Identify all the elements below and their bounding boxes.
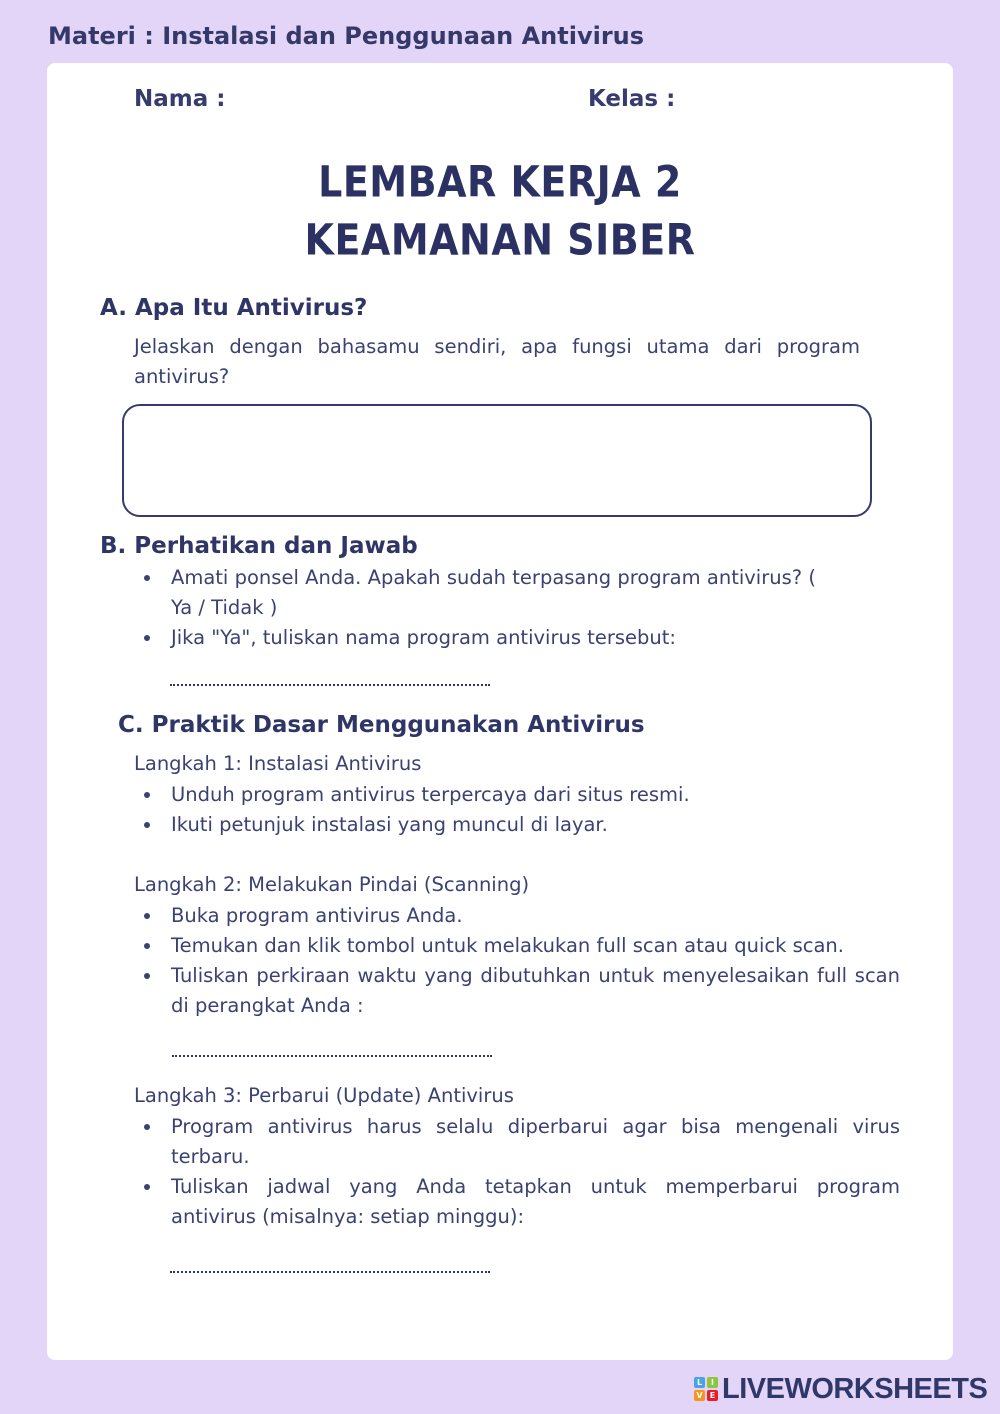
list-item: Unduh program antivirus terpercaya dari situs resmi. (134, 780, 900, 810)
step-3-title: Langkah 3: Perbarui (Update) Antivirus (134, 1084, 514, 1107)
logo-tile: L (694, 1377, 705, 1388)
answer-line-b[interactable] (170, 684, 490, 686)
liveworksheets-brand (694, 1374, 987, 1404)
name-label: Nama : (134, 86, 226, 112)
list-item: Temukan dan klik tombol untuk melakukan full scan atau quick scan. (134, 931, 900, 961)
list-item: Jika "Ya", tuliskan nama program antivirus tersebut: (134, 623, 816, 653)
class-label: Kelas : (588, 86, 676, 112)
step-2-list (134, 901, 900, 1021)
step-2-title: Langkah 2: Melakukan Pindai (Scanning) (134, 873, 530, 896)
topic-title: Materi : Instalasi dan Penggunaan Antivirus (48, 22, 645, 50)
section-a-question: Jelaskan dengan bahasamu sendiri, apa fungsi utama dari program antivirus? (134, 335, 860, 388)
list-item: Amati ponsel Anda. Apakah sudah terpasang program antivirus? ( Ya / Tidak ) (134, 563, 816, 623)
step-3-list (134, 1112, 900, 1232)
section-b-list (134, 563, 816, 653)
logo-tile: E (707, 1390, 718, 1401)
worksheet-title-line2: KEAMANAN SIBER (304, 215, 696, 265)
logo-tile: I (707, 1377, 718, 1388)
step-1-title: Langkah 1: Instalasi Antivirus (134, 752, 422, 775)
answer-line-step-3[interactable] (170, 1271, 490, 1273)
list-item: Tuliskan perkiraan waktu yang dibutuhkan untuk menyelesaikan full scan di perangkat Anda : (134, 961, 900, 1021)
step-1-list (134, 780, 900, 840)
liveworksheets-logo-icon (694, 1377, 718, 1401)
list-item: Tuliskan jadwal yang Anda tetapkan untuk memperbarui program antivirus (misalnya: setiap minggu): (134, 1172, 900, 1232)
brand-name: LIVEWORKSHEETS (722, 1372, 988, 1405)
list-item: Buka program antivirus Anda. (134, 901, 900, 931)
list-item: Ikuti petunjuk instalasi yang muncul di layar. (134, 810, 900, 840)
worksheet-title-line1: LEMBAR KERJA 2 (318, 157, 682, 207)
section-c-heading: C. Praktik Dasar Menggunakan Antivirus (118, 712, 645, 738)
section-a-heading: A. Apa Itu Antivirus? (100, 295, 368, 321)
section-b-heading: B. Perhatikan dan Jawab (100, 533, 418, 559)
logo-tile: V (694, 1390, 705, 1401)
answer-line-step-2[interactable] (172, 1055, 492, 1057)
answer-box-a[interactable] (122, 404, 872, 517)
list-item: Program antivirus harus selalu diperbarui agar bisa mengenali virus terbaru. (134, 1112, 900, 1172)
